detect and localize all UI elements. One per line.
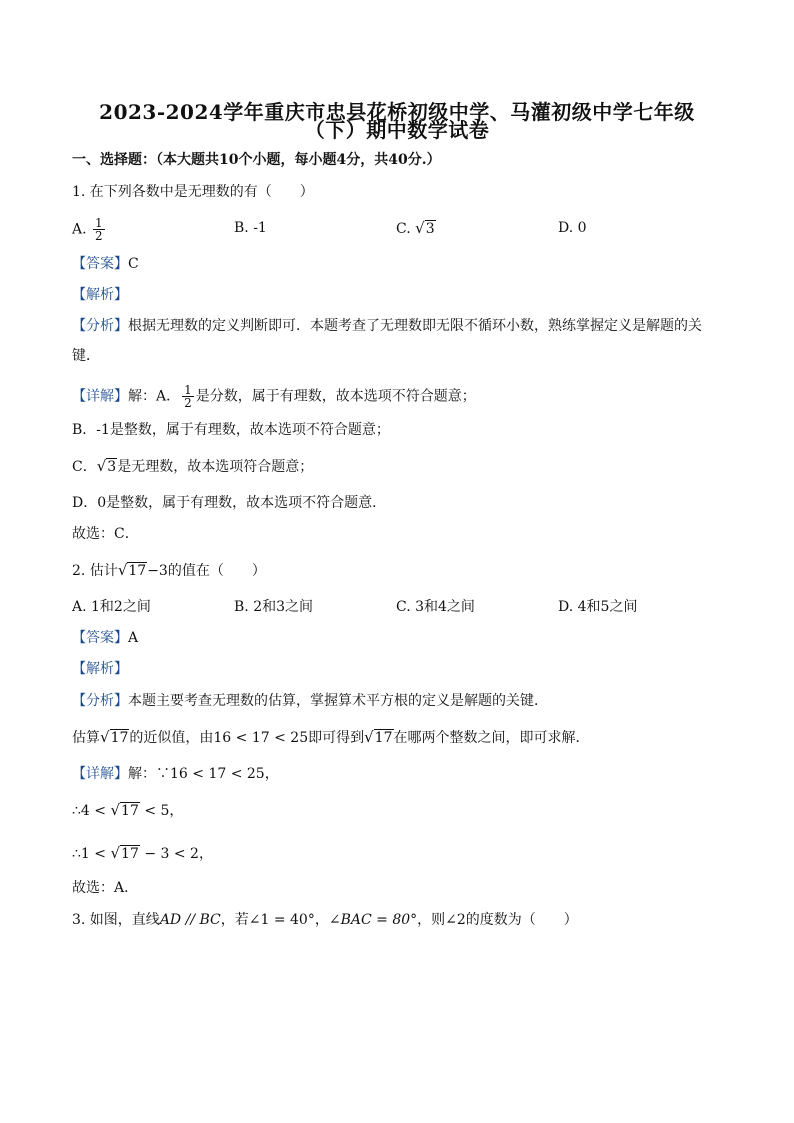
q2-step2 xyxy=(72,800,183,821)
estimate-post: 在哪两个整数之间，即可求解． xyxy=(393,730,590,746)
radical-sign-icon: √ xyxy=(110,844,121,862)
radicand: 3 xyxy=(425,221,435,237)
q2-estimate xyxy=(72,727,590,748)
q2-option-d: D. 4和5之间 xyxy=(558,599,638,615)
q3-stem xyxy=(72,910,578,930)
q2-step3 xyxy=(72,843,213,864)
answer-tag: 【答案】 xyxy=(72,630,128,646)
q3-parallel-lines: AD // BC xyxy=(159,912,221,928)
radical-sign-icon: √ xyxy=(364,728,374,746)
q1-answer xyxy=(72,254,139,274)
fenxi-text: 本题主要考查无理数的估算，掌握算术平方根的定义是解题的关键． xyxy=(128,693,548,709)
q2-analysis-tag: 【解析】 xyxy=(72,661,128,677)
q3-stem-post: 的度数为（ ） xyxy=(465,912,578,928)
q1-fenxi xyxy=(72,316,702,336)
q2-fenxi xyxy=(72,691,548,711)
q2-option-c: C. 3和4之间 xyxy=(396,599,475,615)
q1-choose: 故选：C． xyxy=(72,526,139,542)
q3-stem-mid2: ， xyxy=(314,912,329,928)
answer-tag: 【答案】 xyxy=(72,256,128,272)
estimate-inequality: 16 < 17 < 25 xyxy=(213,730,309,746)
detail-tag: 【详解】 xyxy=(72,388,128,405)
fraction-denominator: 2 xyxy=(184,396,192,410)
doc-title-line1: 2023-2024学年重庆市忠县花桥初级中学、马灌初级中学七年级 xyxy=(99,100,695,124)
radicand: 3 xyxy=(107,459,117,475)
step2-left: 4 < xyxy=(80,803,107,819)
step3-post: ， xyxy=(198,846,213,862)
detail-a-post: 是分数，属于有理数，故本选项不符合题意； xyxy=(195,388,476,405)
fraction-numerator: 1 xyxy=(95,216,103,230)
q2-answer xyxy=(72,628,138,648)
radicand: 17 xyxy=(121,846,139,862)
detail-c-post: 是无理数，故本选项符合题意； xyxy=(117,459,314,475)
radical-sign-icon: √ xyxy=(117,561,128,579)
detail-inequality: 16 < 17 < 25 xyxy=(170,766,265,782)
sqrt-expression xyxy=(100,727,129,748)
detail-post: ， xyxy=(264,766,279,782)
q1-analysis-tag: 【解析】 xyxy=(72,287,128,303)
q1-option-d: D. 0 xyxy=(558,220,587,236)
radical-sign-icon: √ xyxy=(96,457,107,475)
q2-stem-post: −3的值在（ ） xyxy=(147,563,266,579)
answer-value: A xyxy=(128,630,139,646)
q3-angle1: ∠1 = 40° xyxy=(248,912,315,928)
step2-post: ， xyxy=(169,803,184,819)
fraction-denominator: 2 xyxy=(95,229,103,243)
fraction-numerator: 1 xyxy=(184,383,192,397)
q1-detail-b: B．-1是整数，属于有理数，故本选项不符合题意； xyxy=(72,422,390,438)
fenxi-tag: 【分析】 xyxy=(72,693,128,709)
q3-stem-mid1: ，若 xyxy=(220,912,249,928)
q1-option-c xyxy=(396,218,436,239)
q1-option-b: B. -1 xyxy=(234,220,267,236)
answer-value: C xyxy=(128,256,139,272)
detail-tag: 【详解】 xyxy=(72,766,128,782)
radical-sign-icon: √ xyxy=(110,801,121,819)
q2-option-a: A. 1和2之间 xyxy=(72,599,151,615)
q1-detail-c xyxy=(72,456,313,477)
radicand: 17 xyxy=(110,730,129,746)
sqrt-expression xyxy=(110,843,139,864)
detail-c-pre: C． xyxy=(72,459,97,475)
radicand: 17 xyxy=(121,803,139,819)
radicand: 17 xyxy=(128,563,147,579)
section-heading: 一、选择题：（本大题共10个小题，每小题4分，共40分.） xyxy=(72,152,441,168)
estimate-mid1: 的近似值，由 xyxy=(129,730,214,746)
q3-angle-bac: ∠BAC = 80° xyxy=(328,912,418,928)
radical-sign-icon: √ xyxy=(100,728,110,746)
step2-right: < 5 xyxy=(144,803,170,819)
radical-sign-icon: √ xyxy=(415,219,425,237)
q2-option-b: B. 2和3之间 xyxy=(234,599,314,615)
q1-option-a-fraction xyxy=(93,217,105,242)
fenxi-tag: 【分析】 xyxy=(72,318,128,334)
detail-pre: 解：∵ xyxy=(128,766,170,782)
detail-a-fraction xyxy=(182,384,194,409)
q1-option-a-label: A. xyxy=(72,221,87,238)
sqrt-expression xyxy=(118,560,147,581)
q1-detail-d: D．0是整数，属于有理数，故本选项不符合题意． xyxy=(72,495,387,511)
q2-stem-pre: 2. 估计 xyxy=(72,563,118,579)
detail-a-pre: 解：A． xyxy=(128,388,181,405)
q1-stem: 1. 在下列各数中是无理数的有（ ） xyxy=(72,184,314,200)
fenxi-text: 根据无理数的定义判断即可．本题考查了无理数即无限不循环小数，熟练掌握定义是解题的关 xyxy=(128,318,702,334)
radicand: 17 xyxy=(374,730,393,746)
q1-option-c-label: C. xyxy=(396,221,411,237)
estimate-pre: 估算 xyxy=(72,730,100,746)
step3-right: − 3 < 2 xyxy=(144,846,199,862)
q3-angle2: ∠2 xyxy=(445,912,466,928)
therefore-symbol: ∴ xyxy=(72,846,81,862)
estimate-mid2: 即可得到 xyxy=(308,730,365,746)
q1-fenxi-cont: 键． xyxy=(72,348,100,364)
q2-choose: 故选：A． xyxy=(72,880,139,896)
step3-left: 1 < xyxy=(80,846,107,862)
q1-detail-a xyxy=(72,384,476,409)
therefore-symbol: ∴ xyxy=(72,803,81,819)
doc-title-line2 xyxy=(0,114,794,143)
sqrt-expression xyxy=(97,456,117,477)
sqrt-expression xyxy=(415,218,435,239)
sqrt-expression xyxy=(364,727,393,748)
sqrt-expression xyxy=(110,800,139,821)
q3-stem-mid3: ，则 xyxy=(417,912,446,928)
q2-stem xyxy=(72,560,266,581)
q2-detail xyxy=(72,764,279,784)
q3-stem-pre: 3. 如图，直线 xyxy=(72,912,160,928)
doc-title-line2-text: （下）期中数学试卷 xyxy=(304,118,490,142)
q1-option-a xyxy=(72,217,107,242)
